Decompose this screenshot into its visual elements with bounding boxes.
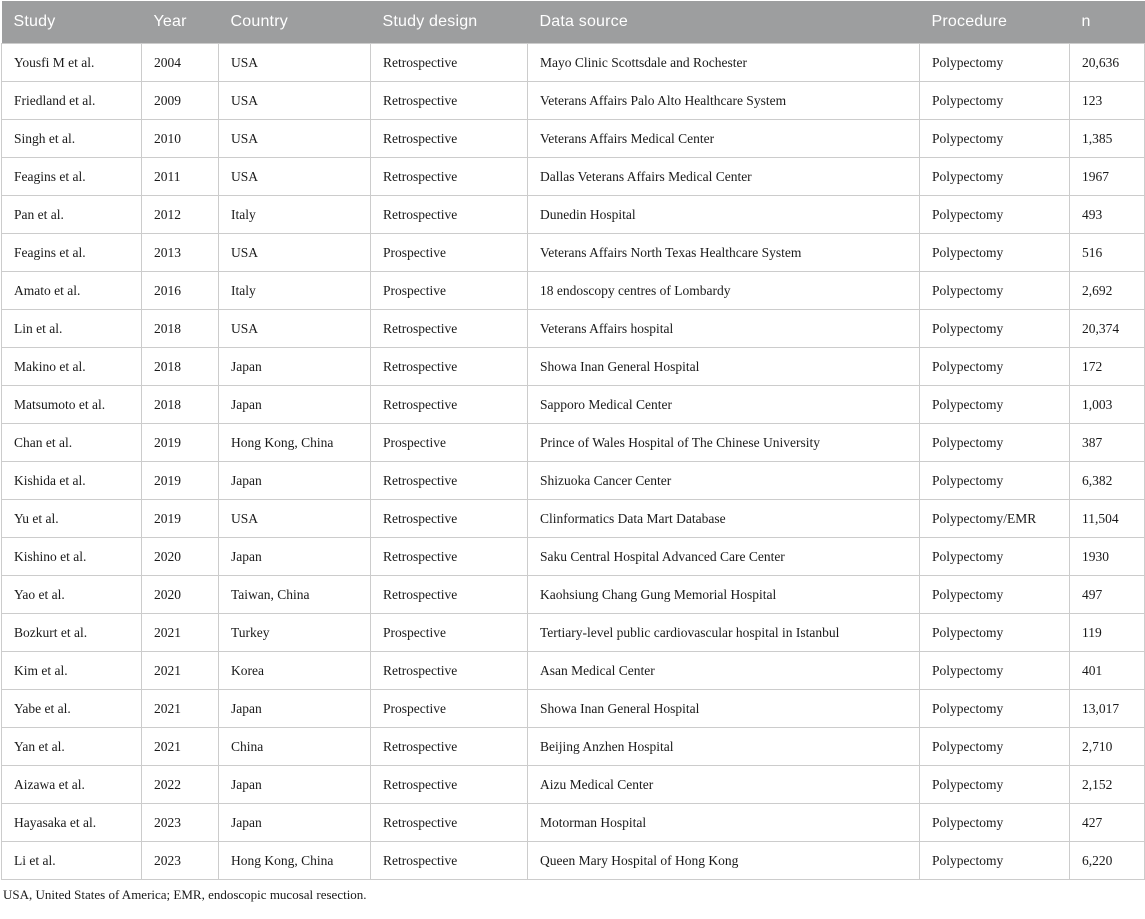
cell-procedure: Polypectomy bbox=[920, 842, 1070, 880]
cell-country: China bbox=[219, 728, 371, 766]
cell-study: Hayasaka et al. bbox=[2, 804, 142, 842]
cell-procedure: Polypectomy bbox=[920, 766, 1070, 804]
cell-design: Retrospective bbox=[371, 82, 528, 120]
cell-n: 516 bbox=[1070, 234, 1145, 272]
cell-procedure: Polypectomy/EMR bbox=[920, 500, 1070, 538]
cell-study: Yousfi M et al. bbox=[2, 44, 142, 82]
cell-design: Retrospective bbox=[371, 158, 528, 196]
cell-year: 2021 bbox=[142, 614, 219, 652]
cell-design: Retrospective bbox=[371, 500, 528, 538]
cell-n: 6,382 bbox=[1070, 462, 1145, 500]
cell-year: 2010 bbox=[142, 120, 219, 158]
cell-year: 2013 bbox=[142, 234, 219, 272]
cell-country: Hong Kong, China bbox=[219, 424, 371, 462]
cell-procedure: Polypectomy bbox=[920, 652, 1070, 690]
cell-design: Retrospective bbox=[371, 538, 528, 576]
cell-country: USA bbox=[219, 120, 371, 158]
cell-procedure: Polypectomy bbox=[920, 424, 1070, 462]
cell-design: Retrospective bbox=[371, 766, 528, 804]
cell-n: 497 bbox=[1070, 576, 1145, 614]
cell-design: Retrospective bbox=[371, 728, 528, 766]
cell-study: Kishino et al. bbox=[2, 538, 142, 576]
cell-study: Feagins et al. bbox=[2, 158, 142, 196]
cell-study: Matsumoto et al. bbox=[2, 386, 142, 424]
cell-country: Italy bbox=[219, 196, 371, 234]
cell-procedure: Polypectomy bbox=[920, 310, 1070, 348]
column-header-year: Year bbox=[142, 1, 219, 44]
table-row bbox=[2, 272, 1145, 310]
table-row bbox=[2, 386, 1145, 424]
cell-procedure: Polypectomy bbox=[920, 82, 1070, 120]
cell-study: Yabe et al. bbox=[2, 690, 142, 728]
table-row bbox=[2, 196, 1145, 234]
cell-design: Prospective bbox=[371, 424, 528, 462]
cell-country: Korea bbox=[219, 652, 371, 690]
cell-country: Turkey bbox=[219, 614, 371, 652]
cell-study: Aizawa et al. bbox=[2, 766, 142, 804]
cell-source: Veterans Affairs Palo Alto Healthcare System bbox=[528, 82, 920, 120]
cell-n: 1,385 bbox=[1070, 120, 1145, 158]
cell-n: 13,017 bbox=[1070, 690, 1145, 728]
cell-study: Feagins et al. bbox=[2, 234, 142, 272]
table-row bbox=[2, 82, 1145, 120]
cell-source: Shizuoka Cancer Center bbox=[528, 462, 920, 500]
cell-source: 18 endoscopy centres of Lombardy bbox=[528, 272, 920, 310]
cell-study: Friedland et al. bbox=[2, 82, 142, 120]
cell-study: Kim et al. bbox=[2, 652, 142, 690]
cell-n: 20,374 bbox=[1070, 310, 1145, 348]
cell-n: 2,152 bbox=[1070, 766, 1145, 804]
cell-design: Prospective bbox=[371, 234, 528, 272]
cell-procedure: Polypectomy bbox=[920, 728, 1070, 766]
cell-year: 2012 bbox=[142, 196, 219, 234]
cell-study: Yu et al. bbox=[2, 500, 142, 538]
cell-n: 1967 bbox=[1070, 158, 1145, 196]
table-footnote: USA, United States of America; EMR, endoscopic mucosal resection. bbox=[3, 887, 367, 902]
cell-source: Veterans Affairs North Texas Healthcare System bbox=[528, 234, 920, 272]
table-row bbox=[2, 842, 1145, 880]
cell-design: Retrospective bbox=[371, 804, 528, 842]
cell-n: 11,504 bbox=[1070, 500, 1145, 538]
cell-n: 172 bbox=[1070, 348, 1145, 386]
table-row bbox=[2, 766, 1145, 804]
cell-study: Amato et al. bbox=[2, 272, 142, 310]
cell-procedure: Polypectomy bbox=[920, 690, 1070, 728]
table-row bbox=[2, 538, 1145, 576]
cell-procedure: Polypectomy bbox=[920, 576, 1070, 614]
cell-source: Veterans Affairs Medical Center bbox=[528, 120, 920, 158]
cell-design: Prospective bbox=[371, 272, 528, 310]
cell-country: USA bbox=[219, 158, 371, 196]
column-header-source: Data source bbox=[528, 1, 920, 44]
table-row bbox=[2, 804, 1145, 842]
cell-country: Japan bbox=[219, 348, 371, 386]
cell-source: Showa Inan General Hospital bbox=[528, 348, 920, 386]
cell-source: Beijing Anzhen Hospital bbox=[528, 728, 920, 766]
cell-year: 2023 bbox=[142, 804, 219, 842]
cell-design: Prospective bbox=[371, 614, 528, 652]
cell-n: 6,220 bbox=[1070, 842, 1145, 880]
cell-n: 119 bbox=[1070, 614, 1145, 652]
cell-country: USA bbox=[219, 44, 371, 82]
cell-country: USA bbox=[219, 234, 371, 272]
cell-year: 2021 bbox=[142, 690, 219, 728]
cell-year: 2011 bbox=[142, 158, 219, 196]
cell-year: 2018 bbox=[142, 310, 219, 348]
cell-source: Saku Central Hospital Advanced Care Center bbox=[528, 538, 920, 576]
cell-year: 2019 bbox=[142, 462, 219, 500]
cell-procedure: Polypectomy bbox=[920, 386, 1070, 424]
cell-procedure: Polypectomy bbox=[920, 196, 1070, 234]
cell-procedure: Polypectomy bbox=[920, 44, 1070, 82]
cell-country: Japan bbox=[219, 386, 371, 424]
cell-design: Retrospective bbox=[371, 310, 528, 348]
cell-design: Retrospective bbox=[371, 348, 528, 386]
cell-procedure: Polypectomy bbox=[920, 804, 1070, 842]
cell-year: 2009 bbox=[142, 82, 219, 120]
cell-year: 2022 bbox=[142, 766, 219, 804]
cell-year: 2021 bbox=[142, 652, 219, 690]
cell-n: 123 bbox=[1070, 82, 1145, 120]
cell-year: 2023 bbox=[142, 842, 219, 880]
cell-country: Japan bbox=[219, 804, 371, 842]
table-row bbox=[2, 158, 1145, 196]
cell-procedure: Polypectomy bbox=[920, 272, 1070, 310]
cell-n: 387 bbox=[1070, 424, 1145, 462]
cell-year: 2019 bbox=[142, 424, 219, 462]
cell-country: Hong Kong, China bbox=[219, 842, 371, 880]
cell-design: Retrospective bbox=[371, 842, 528, 880]
cell-year: 2021 bbox=[142, 728, 219, 766]
cell-source: Queen Mary Hospital of Hong Kong bbox=[528, 842, 920, 880]
cell-source: Showa Inan General Hospital bbox=[528, 690, 920, 728]
cell-study: Makino et al. bbox=[2, 348, 142, 386]
studies-table bbox=[1, 1, 1145, 880]
cell-design: Retrospective bbox=[371, 576, 528, 614]
table-row bbox=[2, 310, 1145, 348]
cell-procedure: Polypectomy bbox=[920, 158, 1070, 196]
cell-procedure: Polypectomy bbox=[920, 120, 1070, 158]
cell-country: Japan bbox=[219, 462, 371, 500]
cell-study: Yan et al. bbox=[2, 728, 142, 766]
table-row bbox=[2, 614, 1145, 652]
cell-n: 401 bbox=[1070, 652, 1145, 690]
cell-design: Retrospective bbox=[371, 120, 528, 158]
cell-design: Retrospective bbox=[371, 652, 528, 690]
cell-country: USA bbox=[219, 310, 371, 348]
cell-year: 2020 bbox=[142, 576, 219, 614]
cell-n: 2,692 bbox=[1070, 272, 1145, 310]
table-row bbox=[2, 652, 1145, 690]
cell-n: 493 bbox=[1070, 196, 1145, 234]
cell-n: 1,003 bbox=[1070, 386, 1145, 424]
table-row bbox=[2, 728, 1145, 766]
cell-source: Clinformatics Data Mart Database bbox=[528, 500, 920, 538]
cell-study: Kishida et al. bbox=[2, 462, 142, 500]
table-row bbox=[2, 120, 1145, 158]
cell-country: USA bbox=[219, 82, 371, 120]
table-row bbox=[2, 44, 1145, 82]
cell-design: Retrospective bbox=[371, 386, 528, 424]
cell-study: Bozkurt et al. bbox=[2, 614, 142, 652]
column-header-country: Country bbox=[219, 1, 371, 44]
cell-source: Mayo Clinic Scottsdale and Rochester bbox=[528, 44, 920, 82]
table-row bbox=[2, 348, 1145, 386]
table-row bbox=[2, 576, 1145, 614]
table-header-row bbox=[2, 1, 1145, 44]
cell-source: Dunedin Hospital bbox=[528, 196, 920, 234]
cell-country: Japan bbox=[219, 690, 371, 728]
cell-source: Dallas Veterans Affairs Medical Center bbox=[528, 158, 920, 196]
cell-year: 2018 bbox=[142, 348, 219, 386]
cell-source: Tertiary-level public cardiovascular hospital in Istanbul bbox=[528, 614, 920, 652]
cell-year: 2016 bbox=[142, 272, 219, 310]
cell-n: 20,636 bbox=[1070, 44, 1145, 82]
cell-design: Prospective bbox=[371, 690, 528, 728]
cell-year: 2020 bbox=[142, 538, 219, 576]
cell-source: Sapporo Medical Center bbox=[528, 386, 920, 424]
table-row bbox=[2, 234, 1145, 272]
cell-n: 2,710 bbox=[1070, 728, 1145, 766]
cell-country: USA bbox=[219, 500, 371, 538]
cell-country: Japan bbox=[219, 766, 371, 804]
table-row bbox=[2, 500, 1145, 538]
cell-n: 427 bbox=[1070, 804, 1145, 842]
table-row bbox=[2, 424, 1145, 462]
table-row bbox=[2, 462, 1145, 500]
cell-procedure: Polypectomy bbox=[920, 234, 1070, 272]
cell-design: Retrospective bbox=[371, 196, 528, 234]
column-header-procedure: Procedure bbox=[920, 1, 1070, 44]
column-header-n: n bbox=[1070, 1, 1145, 44]
cell-source: Prince of Wales Hospital of The Chinese University bbox=[528, 424, 920, 462]
cell-source: Asan Medical Center bbox=[528, 652, 920, 690]
cell-procedure: Polypectomy bbox=[920, 462, 1070, 500]
cell-source: Aizu Medical Center bbox=[528, 766, 920, 804]
cell-study: Li et al. bbox=[2, 842, 142, 880]
cell-study: Pan et al. bbox=[2, 196, 142, 234]
cell-study: Singh et al. bbox=[2, 120, 142, 158]
cell-year: 2004 bbox=[142, 44, 219, 82]
cell-year: 2018 bbox=[142, 386, 219, 424]
column-header-design: Study design bbox=[371, 1, 528, 44]
cell-source: Kaohsiung Chang Gung Memorial Hospital bbox=[528, 576, 920, 614]
cell-country: Taiwan, China bbox=[219, 576, 371, 614]
cell-study: Chan et al. bbox=[2, 424, 142, 462]
cell-study: Yao et al. bbox=[2, 576, 142, 614]
cell-procedure: Polypectomy bbox=[920, 538, 1070, 576]
table-body bbox=[2, 44, 1145, 880]
cell-procedure: Polypectomy bbox=[920, 614, 1070, 652]
cell-n: 1930 bbox=[1070, 538, 1145, 576]
cell-design: Retrospective bbox=[371, 44, 528, 82]
table-row bbox=[2, 690, 1145, 728]
cell-source: Motorman Hospital bbox=[528, 804, 920, 842]
cell-design: Retrospective bbox=[371, 462, 528, 500]
cell-procedure: Polypectomy bbox=[920, 348, 1070, 386]
cell-country: Italy bbox=[219, 272, 371, 310]
cell-study: Lin et al. bbox=[2, 310, 142, 348]
cell-country: Japan bbox=[219, 538, 371, 576]
column-header-study: Study bbox=[2, 1, 142, 44]
cell-source: Veterans Affairs hospital bbox=[528, 310, 920, 348]
cell-year: 2019 bbox=[142, 500, 219, 538]
